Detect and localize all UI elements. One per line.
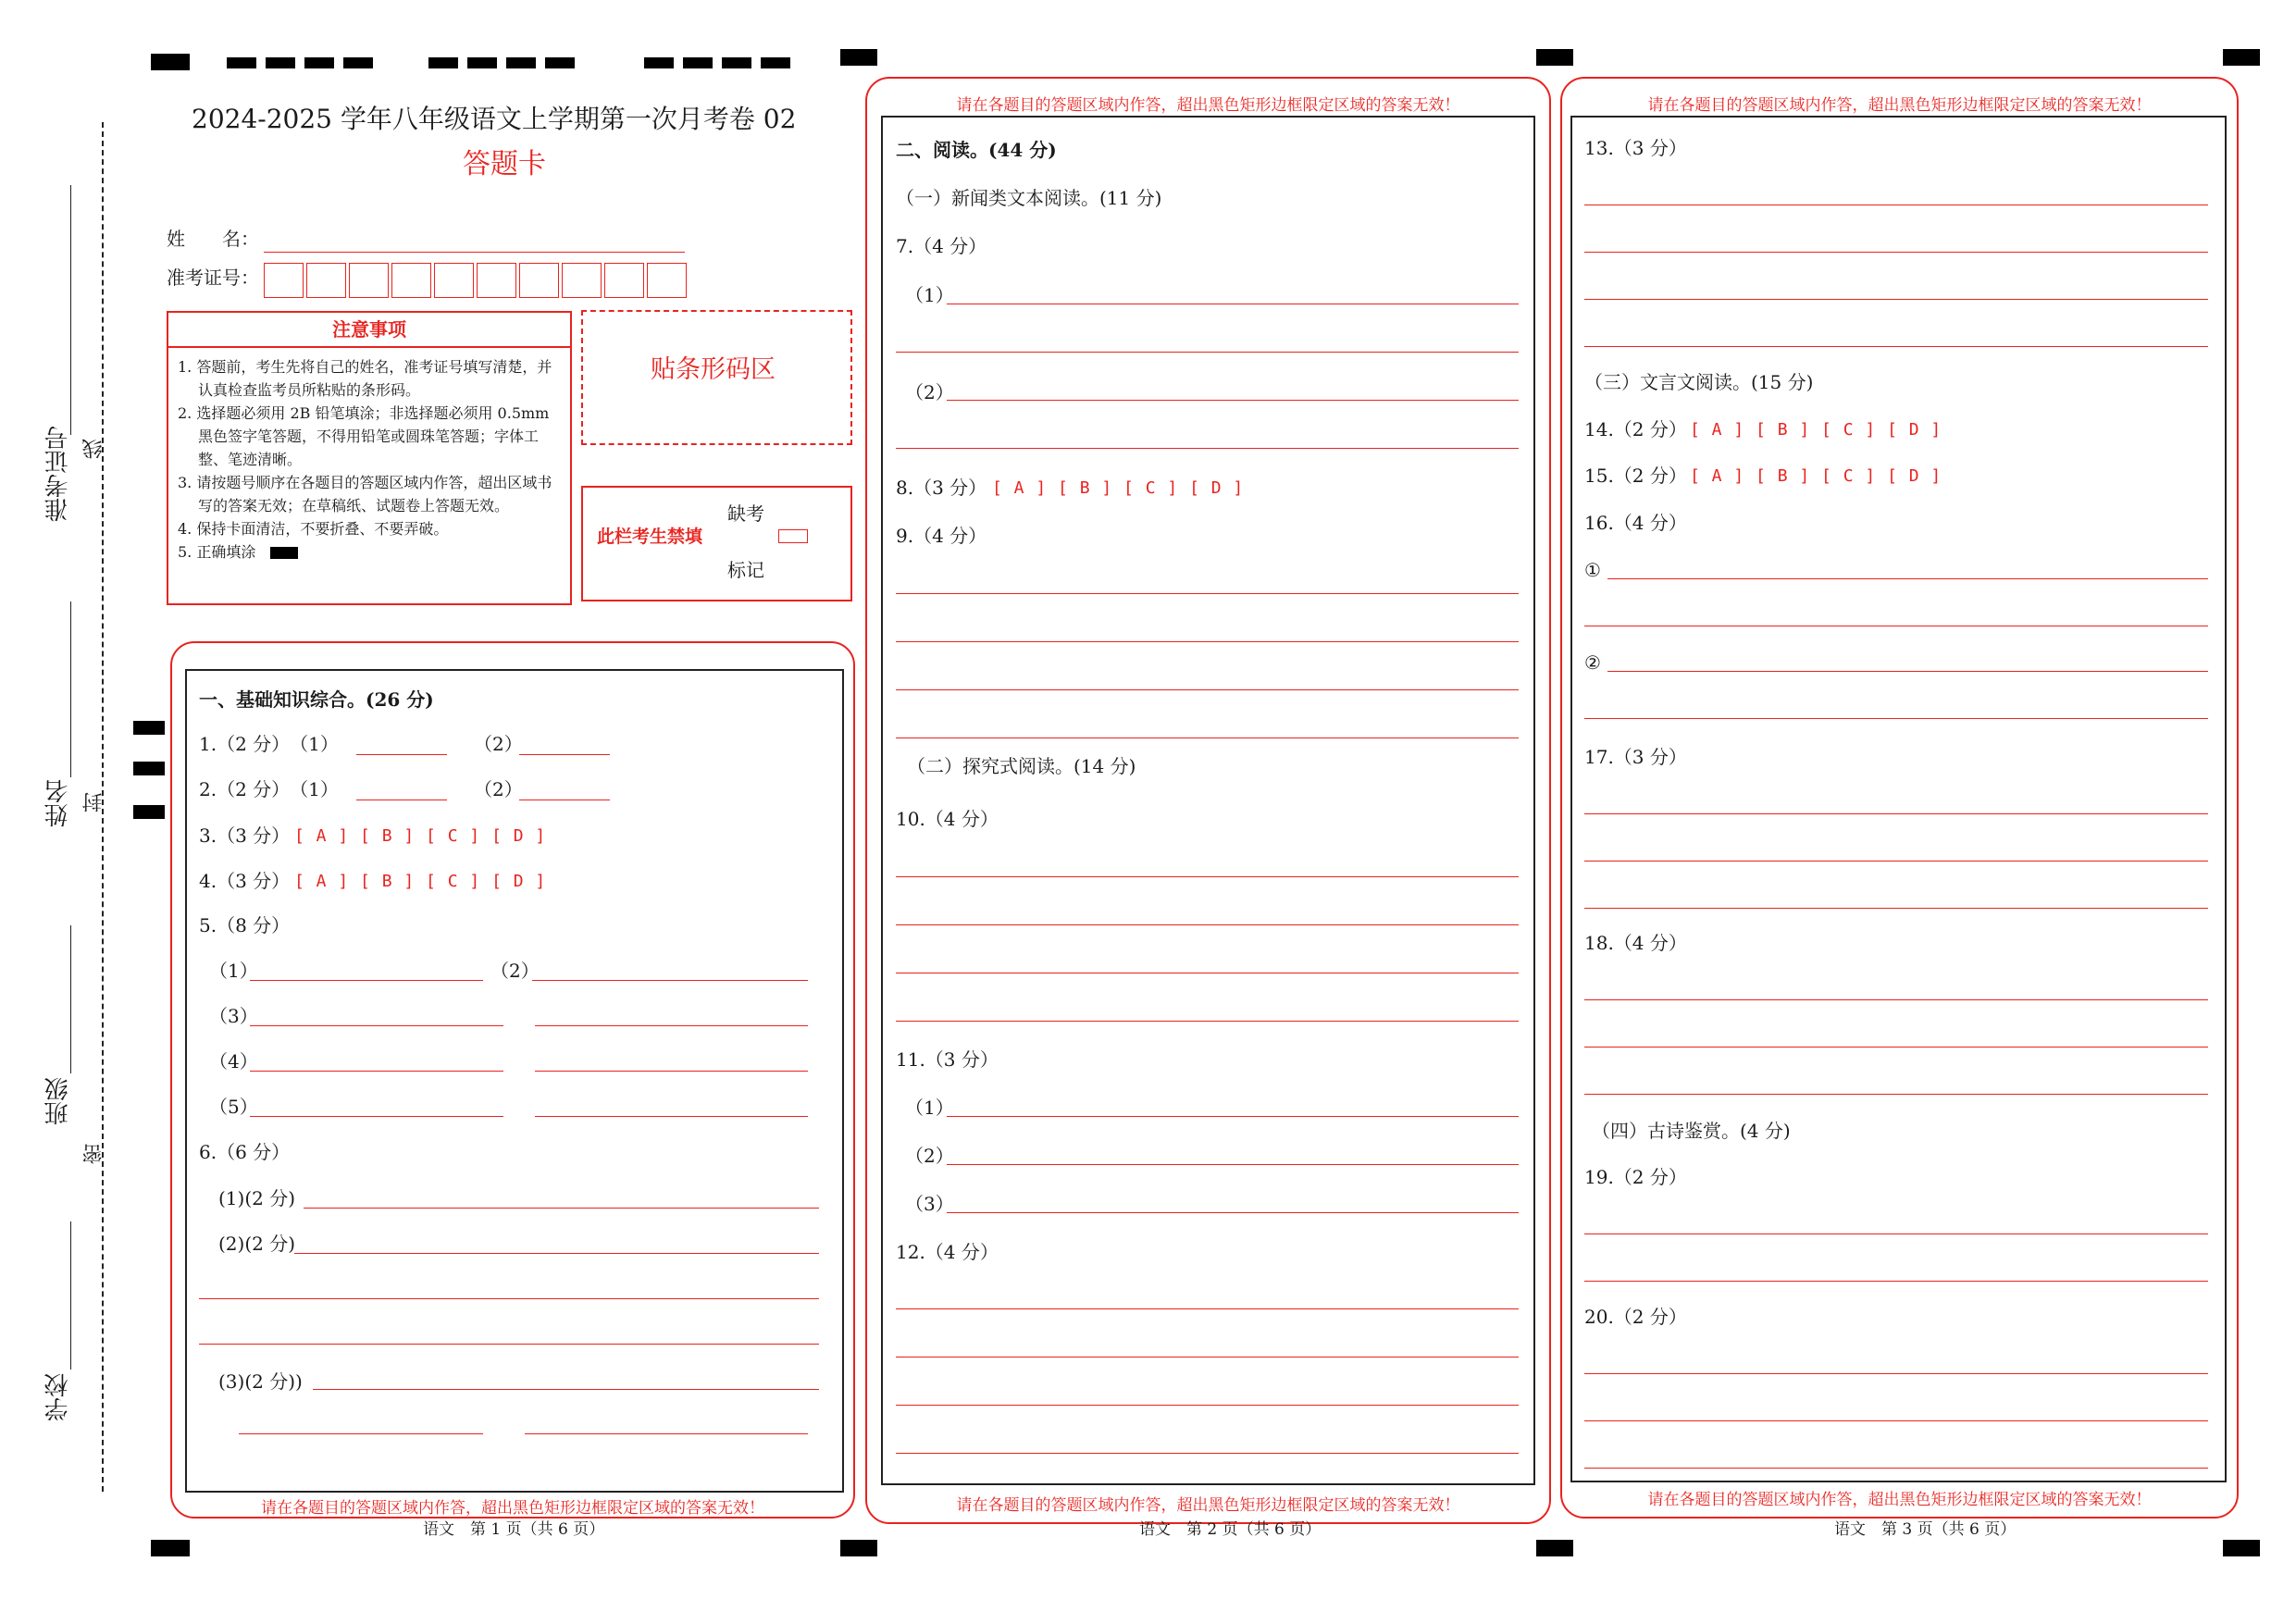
q14-label: 14.（2 分）: [1584, 418, 1687, 440]
reg-mark: [840, 49, 877, 66]
side-id-label: 准考证号: [44, 426, 72, 522]
q5-1-answer[interactable]: [250, 980, 483, 981]
q5-label: 5.（8 分）: [199, 914, 291, 936]
q5-3-answer-b[interactable]: [535, 1025, 808, 1026]
q2b-label: （2）: [474, 778, 523, 800]
q1-answer-2[interactable]: [519, 754, 610, 755]
q16-label: 16.（4 分）: [1584, 512, 1687, 534]
page-subtitle: 答题卡: [463, 148, 546, 180]
sub4-heading: （四）古诗鉴赏。(4 分): [1592, 1120, 1791, 1142]
q4-label: 4.（3 分）: [199, 870, 291, 892]
q5-5-answer[interactable]: [250, 1116, 503, 1117]
id-digit-cell[interactable]: [434, 263, 474, 298]
q5-3-label: （3）: [209, 1005, 258, 1027]
notice-item: 4. 保持卡面清洁，不要折叠、不要弄破。: [178, 520, 449, 538]
answer-line[interactable]: [896, 641, 1519, 642]
barcode-label: 贴条形码区: [651, 355, 776, 384]
q5-3-answer[interactable]: [250, 1025, 503, 1026]
q6-3-answer-c[interactable]: [525, 1433, 808, 1434]
sub2-heading: （二）探究式阅读。(14 分): [907, 755, 1136, 777]
q5-2-answer[interactable]: [532, 980, 808, 981]
q15-options[interactable]: [ A ] [ B ] [ C ] [ D ]: [1690, 466, 1942, 486]
reg-mark: [227, 57, 375, 68]
column-2-warning-top: 请在各题目的答题区域内作答，超出黑色矩形边框限定区域的答案无效！: [956, 96, 1460, 115]
column-3-warning-bottom: 请在各题目的答题区域内作答，超出黑色矩形边框限定区域的答案无效！: [1647, 1491, 2152, 1509]
q3-label: 3.（3 分）: [199, 824, 291, 847]
id-digit-cell[interactable]: [604, 263, 644, 298]
id-digit-cell[interactable]: [562, 263, 602, 298]
answer-line[interactable]: [896, 876, 1519, 877]
column-3-footer: 语文 第 3 页（共 6 页）: [1834, 1520, 2017, 1539]
answer-line[interactable]: [1584, 1373, 2208, 1374]
column-3-warning-top: 请在各题目的答题区域内作答，超出黑色矩形边框限定区域的答案无效！: [1647, 96, 2152, 115]
answer-line[interactable]: [1584, 1468, 2208, 1469]
section-2-heading: 二、阅读。(44 分): [896, 139, 1057, 161]
q1-answer-1[interactable]: [356, 754, 447, 755]
notice-item: 3. 请按题号顺序在各题目的答题区域内作答，超出区域书写的答案无效；在草稿纸、试题卷上答题无效。: [178, 474, 552, 514]
sub1-heading: （一）新闻类文本阅读。(11 分): [896, 187, 1162, 209]
q8-options[interactable]: [ A ] [ B ] [ C ] [ D ]: [992, 478, 1245, 498]
id-digit-cell[interactable]: [647, 263, 687, 298]
q11-1-answer[interactable]: [947, 1116, 1519, 1117]
q19-label: 19.（2 分）: [1584, 1166, 1687, 1188]
sub3-heading: （三）文言文阅读。(15 分): [1584, 371, 1814, 393]
q9-label: 9.（4 分）: [896, 525, 987, 547]
q11-1-label: （1）: [905, 1097, 954, 1119]
q7-label: 7.（4 分）: [896, 235, 987, 257]
notice-item: 5. 正确填涂: [178, 540, 561, 564]
q7-1-label: （1）: [905, 284, 954, 306]
absent-label-1: 缺考: [727, 502, 764, 525]
q11-label: 11.（3 分）: [896, 1048, 999, 1071]
side-id-line: [70, 185, 71, 435]
absent-label-2: 标记: [727, 559, 764, 581]
q7-1-answer-b[interactable]: [896, 352, 1519, 353]
side-school-line: [70, 1221, 71, 1370]
q2-label: 2.（2 分） （1）: [199, 778, 339, 800]
answer-line[interactable]: [896, 1405, 1519, 1406]
q15-label: 15.（2 分）: [1584, 465, 1687, 487]
answer-line[interactable]: [1584, 908, 2208, 909]
q7-2-answer[interactable]: [947, 400, 1519, 401]
reg-mark: [2223, 1540, 2260, 1556]
id-digit-cell[interactable]: [349, 263, 389, 298]
answer-line[interactable]: [896, 1453, 1519, 1454]
q8-label: 8.（3 分）: [896, 477, 987, 499]
answer-line[interactable]: [1584, 1420, 2208, 1421]
reg-mark: [133, 762, 165, 775]
seal-mi-label: 密: [82, 1144, 105, 1164]
reg-mark: [840, 1540, 877, 1556]
filled-sample-icon: [270, 547, 298, 559]
column-1-warning: 请在各题目的答题区域内作答，超出黑色矩形边框限定区域的答案无效！: [261, 1499, 764, 1518]
reg-mark: [428, 57, 577, 68]
answer-line[interactable]: [1584, 1233, 2208, 1234]
column-1-footer: 语文 第 1 页（共 6 页）: [423, 1520, 605, 1539]
answer-line[interactable]: [1584, 299, 2208, 300]
q6-2-label: (2)(2 分): [218, 1233, 296, 1255]
q20-label: 20.（2 分）: [1584, 1306, 1687, 1328]
absent-forbid-label: 此栏考生禁填: [597, 527, 703, 547]
q6-3-answer[interactable]: [313, 1389, 819, 1390]
answer-line[interactable]: [1584, 999, 2208, 1000]
q5-5-label: （5）: [209, 1096, 258, 1118]
notice-item: 1. 答题前，考生先将自己的姓名，准考证号填写清楚，并认真检查监考员所粘贴的条形码。: [178, 358, 552, 399]
answer-line[interactable]: [1584, 1281, 2208, 1282]
answer-line[interactable]: [1584, 813, 2208, 814]
q16-2-answer[interactable]: [1607, 671, 2208, 672]
q11-2-label: （2）: [905, 1145, 954, 1167]
q16-1-label: ①: [1584, 559, 1601, 581]
reg-mark: [133, 721, 165, 735]
reg-mark: [1536, 1540, 1573, 1556]
reg-mark: [151, 54, 190, 70]
q7-2-label: （2）: [905, 381, 954, 403]
id-label: 准考证号：: [167, 267, 259, 289]
q3-options[interactable]: [ A ] [ B ] [ C ] [ D ]: [294, 826, 547, 846]
answer-line[interactable]: [896, 1021, 1519, 1022]
page-title: 2024-2025 学年八年级语文上学期第一次月考卷 02: [192, 104, 797, 134]
column-3-answer-area: [1570, 116, 2227, 1482]
id-digit-cell[interactable]: [264, 263, 304, 298]
q6-2-answer[interactable]: [294, 1253, 819, 1254]
answer-line[interactable]: [896, 924, 1519, 925]
q5-4-label: （4）: [209, 1050, 258, 1072]
absent-checkbox[interactable]: [778, 529, 808, 543]
notice-item: 2. 选择题必须用 2B 铅笔填涂；非选择题必须用 0.5mm 黑色签字笔答题，不得用铅笔或圆珠笔答题；字体工整、笔迹清晰。: [178, 404, 550, 468]
column-2-answer-area: [881, 116, 1535, 1485]
column-2-footer: 语文 第 2 页（共 6 页）: [1139, 1520, 1322, 1539]
answer-line[interactable]: [1584, 252, 2208, 253]
id-digit-cell[interactable]: [519, 263, 559, 298]
q1b-label: （2）: [474, 733, 523, 755]
q5-1-label: （1）: [209, 960, 258, 982]
name-field[interactable]: [264, 252, 685, 253]
answer-line[interactable]: [1584, 1047, 2208, 1048]
q16-2-label: ②: [1584, 651, 1601, 674]
q11-3-answer[interactable]: [947, 1212, 1519, 1213]
answer-line[interactable]: [1584, 1094, 2208, 1095]
side-class-line: [70, 925, 71, 1073]
id-digit-cell[interactable]: [391, 263, 431, 298]
q6-label: 6.（6 分）: [199, 1141, 291, 1163]
q5-5-answer-b[interactable]: [535, 1116, 808, 1117]
q4-options[interactable]: [ A ] [ B ] [ C ] [ D ]: [294, 872, 547, 891]
reg-mark: [644, 57, 792, 68]
q12-label: 12.（4 分）: [896, 1241, 999, 1263]
q7-2-answer-b[interactable]: [896, 448, 1519, 449]
side-class-label: 班级: [44, 1077, 72, 1125]
answer-line[interactable]: [1584, 861, 2208, 862]
q6-3-label: (3)(2 分)): [218, 1370, 303, 1393]
q6-1-label: (1)(2 分): [218, 1187, 296, 1209]
q6-1-answer[interactable]: [304, 1208, 819, 1209]
notice-title: 注意事项: [168, 313, 570, 348]
side-name-line: [70, 601, 71, 777]
q17-label: 17.（3 分）: [1584, 746, 1687, 768]
notice-box: [167, 311, 572, 605]
q6-2-answer-b[interactable]: [199, 1298, 819, 1299]
q6-2-answer-c[interactable]: [199, 1344, 819, 1345]
notice-list: [168, 348, 570, 564]
answer-line[interactable]: [896, 593, 1519, 594]
name-label: 姓 名：: [167, 228, 259, 250]
id-digit-cell[interactable]: [477, 263, 516, 298]
q5-4-answer-b[interactable]: [535, 1071, 808, 1072]
answer-line[interactable]: [896, 689, 1519, 690]
q16-2-answer-b[interactable]: [1584, 718, 2208, 719]
q10-label: 10.（4 分）: [896, 808, 999, 830]
reg-mark: [133, 805, 165, 819]
side-school-label: 学校: [44, 1373, 72, 1421]
seal-line-label: 线: [82, 439, 105, 459]
q5-2-label: （2）: [490, 960, 540, 982]
q11-2-answer[interactable]: [947, 1164, 1519, 1165]
q16-1-answer[interactable]: [1607, 578, 2208, 579]
q6-3-answer-b[interactable]: [239, 1433, 483, 1434]
seal-feng-label: 封: [82, 792, 105, 812]
id-digit-cell[interactable]: [306, 263, 346, 298]
q5-4-answer[interactable]: [250, 1071, 503, 1072]
q13-label: 13.（3 分）: [1584, 137, 1687, 159]
q1-label: 1.（2 分） （1）: [199, 733, 339, 755]
side-name-label: 姓名: [44, 779, 72, 827]
answer-line[interactable]: [1584, 346, 2208, 347]
answer-line[interactable]: [896, 1308, 1519, 1309]
q18-label: 18.（4 分）: [1584, 932, 1687, 954]
reg-mark: [2223, 49, 2260, 66]
reg-mark: [1536, 49, 1573, 66]
q11-3-label: （3）: [905, 1193, 954, 1215]
q14-options[interactable]: [ A ] [ B ] [ C ] [ D ]: [1690, 420, 1942, 440]
reg-mark: [151, 1540, 190, 1556]
column-2-warning-bottom: 请在各题目的答题区域内作答，超出黑色矩形边框限定区域的答案无效！: [956, 1496, 1460, 1515]
section-1-heading: 一、基础知识综合。(26 分): [199, 688, 434, 711]
